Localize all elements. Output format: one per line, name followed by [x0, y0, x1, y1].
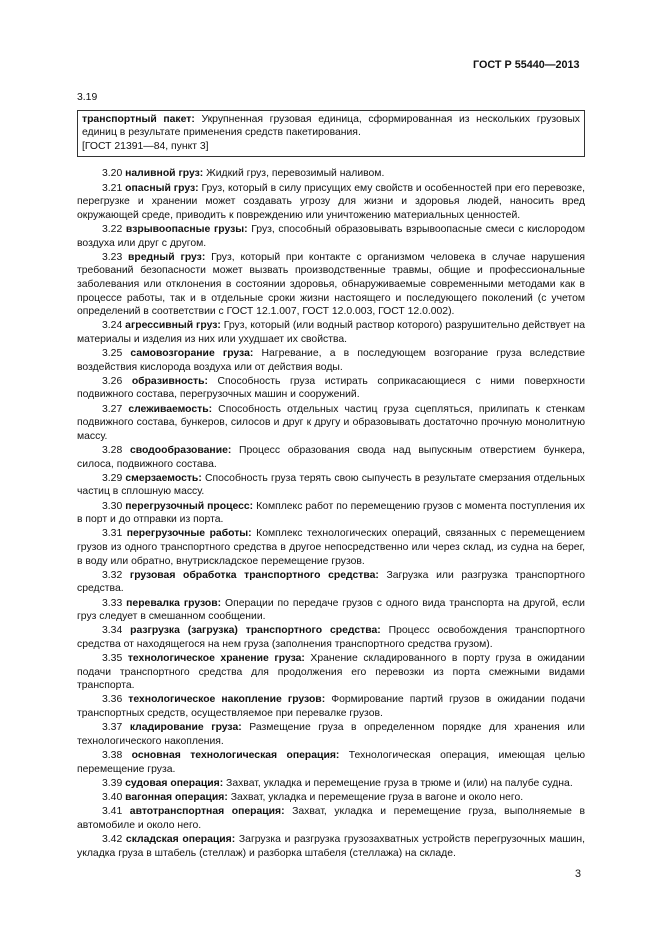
- definition-entry: [77, 624, 585, 651]
- definition-entry: [77, 472, 585, 499]
- term: слеживаемость:: [128, 403, 213, 415]
- entry-number: 3.24: [102, 320, 123, 332]
- term: образивность:: [131, 375, 208, 387]
- term: технологическое хранение груза:: [127, 653, 305, 665]
- term: разгрузка (загрузка) транспортного средства:: [130, 625, 381, 637]
- definition-text: Груз, который в силу присущих ему свойств и особенностей при его перевозке, перегрузке и хранении может создавать угрозу для жизни и здоровья людей, наносить вред окружающей среде, приводить к повреждению или уничтожению материальных ценностей.: [77, 182, 585, 221]
- definition-text: Формирование партий грузов в ожидании подачи транспортных средств, осуществляемое при перевалке грузов.: [77, 694, 585, 720]
- definitions-list: [77, 167, 585, 860]
- entry-number: 3.41: [102, 806, 123, 818]
- entry-number: 3.36: [102, 694, 123, 706]
- definition-text: Загрузка и разгрузка грузозахватных устройств перегрузочных машин, укладка груза в штабель (стеллаж) и разборка штабеля (стеллажа) на складе.: [77, 833, 585, 859]
- entry-number: 3.33: [102, 597, 123, 609]
- definition-text: Захват, укладка и перемещение груза в вагоне и около него.: [227, 791, 524, 803]
- definition-entry: [77, 805, 585, 832]
- definition-text: Размещение груза в определенном порядке для хранения или технологического накопления.: [77, 722, 585, 747]
- page-number: 3: [575, 868, 582, 880]
- term: перегрузочные работы:: [126, 528, 252, 540]
- definition-text: Технологическая операция, имеющая целью перемещение груза.: [77, 750, 585, 775]
- definition-text: Нагревание, а в последующем возгорание груза вследствие воздействия кислорода воздуха или от действия воды.: [77, 348, 586, 373]
- entry-number: 3.37: [102, 722, 123, 734]
- definition-text: Операции по передаче грузов с одного вида транспорта на другой, если груз следует в смешанном сообщении.: [77, 597, 585, 623]
- definition-text: Захват, укладка и перемещение груза, выполняемые в автомобиле и около него.: [77, 806, 586, 831]
- term: перевалка грузов:: [126, 597, 222, 609]
- definition-text: Комплекс работ по перемещению грузов с момента поступления их в порт и до отправки из порта.: [77, 500, 585, 526]
- definition-entry: [77, 223, 585, 250]
- entry-number: 3.32: [102, 569, 123, 581]
- definition-entry: [77, 347, 585, 374]
- standard-id: ГОСТ Р 55440—2013: [473, 59, 580, 71]
- entry-number: 3.34: [102, 625, 123, 637]
- entry-number: 3.35: [102, 653, 123, 665]
- entry-number: 3.31: [102, 528, 123, 540]
- definition-entry: [77, 403, 585, 444]
- definition-entry: [77, 652, 585, 693]
- definition-entry: [77, 693, 585, 720]
- definition-entry: [77, 527, 585, 568]
- definition-entry: [77, 749, 585, 776]
- entry-number: 3.39: [102, 777, 123, 789]
- definition-box: [77, 110, 585, 158]
- term: технологическое накопление грузов:: [128, 694, 326, 706]
- term: вредный груз:: [128, 251, 206, 263]
- definition-entry: [77, 833, 585, 860]
- definition-text: Способность груза истирать соприкасающиеся с ними поверхности подвижного состава, перегрузочных машин и сооружений.: [77, 375, 586, 401]
- definition-text: Груз, который (или водный раствор которого) разрушительно действует на материалы и изделия из них или ухудшает их свойства.: [77, 320, 585, 345]
- definition-entry: [77, 251, 585, 319]
- definition-text: Груз, способный образовывать взрывоопасные смеси с кислородом воздуха или друг с другом.: [77, 223, 585, 249]
- entry-number: 3.42: [102, 833, 123, 845]
- definition-text: Процесс освобождения транспортного средства от находящегося на нем груза (заполнения транспортного средства грузом).: [77, 625, 586, 650]
- definition-entry: [77, 721, 585, 748]
- term: складская операция:: [125, 833, 236, 845]
- term: самовозгорание груза:: [130, 348, 254, 360]
- term: опасный груз:: [125, 182, 199, 194]
- term: сводообразование:: [129, 445, 232, 456]
- definition-entry: [77, 791, 585, 805]
- term: агрессивный груз:: [125, 320, 221, 332]
- term: автотранспортная операция:: [129, 806, 285, 818]
- definition-text: Способность груза терять свою сыпучесть в результате смерзания отдельных частиц в сплошную массу.: [77, 472, 585, 498]
- content: [77, 91, 585, 861]
- entry-number: 3.30: [102, 500, 123, 512]
- entry-number: 3.29: [102, 472, 123, 484]
- section-number-3-19: 3.19: [77, 92, 98, 103]
- definition-text: Жидкий груз, перевозимый наливом.: [203, 168, 385, 180]
- definition-entry: [77, 500, 585, 527]
- definition-text: Процесс образования свода над выпускным отверстием бункера, силоса, подвижного состава.: [77, 445, 585, 470]
- definition-text: Укрупненная грузовая единица, сформированная из нескольких грузовых единиц в результате применения средств пакетирования.: [82, 113, 581, 139]
- definition-text: Захват, укладка и перемещение груза в трюме и (или) на палубе судна.: [223, 777, 573, 789]
- term: транспортный пакет:: [82, 113, 195, 125]
- entry-number: 3.23: [102, 251, 123, 263]
- entry-number: 3.21: [102, 182, 123, 194]
- definition-text: Груз, который при контакте с организмом человека в случае нарушения требований безопасности может вызвать производственные травмы, общие и профессиональные заболевания или отклонения в состоянии здоровья, обнаруживаемые современными методами как в процессе работы, так и в отдельные сроки жизни настоящего и последующего поколений (с учетом определений в соответствии с ГОСТ 12.1.007, ГОСТ 12.0.003, ГОСТ 12.0.002).: [77, 251, 586, 318]
- term: основная технологическая операция:: [131, 750, 340, 761]
- entry-number: 3.28: [102, 445, 123, 456]
- entry-number: 3.26: [102, 375, 123, 387]
- definition-text: Хранение складированного в порту груза в ожидании подачи транспортного средства для продолжения его перевозки из порта смежными видами транспорта.: [77, 653, 585, 692]
- term: перегрузочный процесс:: [125, 500, 254, 512]
- definition-text: Загрузка или разгрузка транспортного средства.: [77, 569, 585, 595]
- definition-entry: [77, 569, 585, 596]
- entry-number: 3.25: [102, 348, 123, 360]
- definition-entry: [77, 597, 585, 624]
- term: грузовая обработка транспортного средства:: [129, 569, 379, 581]
- definition-3-19: [82, 113, 580, 140]
- definition-text: Способность отдельных частиц груза сцепляться, прилипать к стенкам подвижного состава, бункеров, силосов и друг к другу и образовывать достаточно прочную монолитную массу.: [77, 403, 585, 442]
- definition-entry: [77, 319, 585, 346]
- definition-entry: [77, 375, 585, 402]
- entry-number: 3.22: [102, 223, 123, 235]
- entry-number: 3.20: [102, 168, 123, 180]
- entry-number: 3.27: [102, 403, 123, 415]
- term: смерзаемость:: [125, 472, 202, 484]
- term: взрывоопасные грузы:: [125, 223, 248, 235]
- term: наливной груз:: [125, 168, 204, 180]
- definition-entry: [77, 777, 585, 791]
- entry-number: 3.40: [102, 791, 123, 803]
- definition-entry: [77, 167, 585, 181]
- term: кладирование груза:: [129, 722, 242, 734]
- source-reference: [ГОСТ 21391—84, пункт 3]: [82, 140, 209, 152]
- term: судовая операция:: [125, 777, 224, 789]
- entry-number: 3.38: [102, 750, 123, 761]
- definition-text: Комплекс технологических операций, связанных с перемещением грузов из одного транспортного средства в другое непосредственно или через склад, из судна на берег, в воду или обратно, внутрискладское перемещение грузов.: [77, 528, 586, 567]
- term: вагонная операция:: [125, 791, 228, 803]
- definition-entry: [77, 182, 585, 223]
- definition-entry: [77, 444, 585, 471]
